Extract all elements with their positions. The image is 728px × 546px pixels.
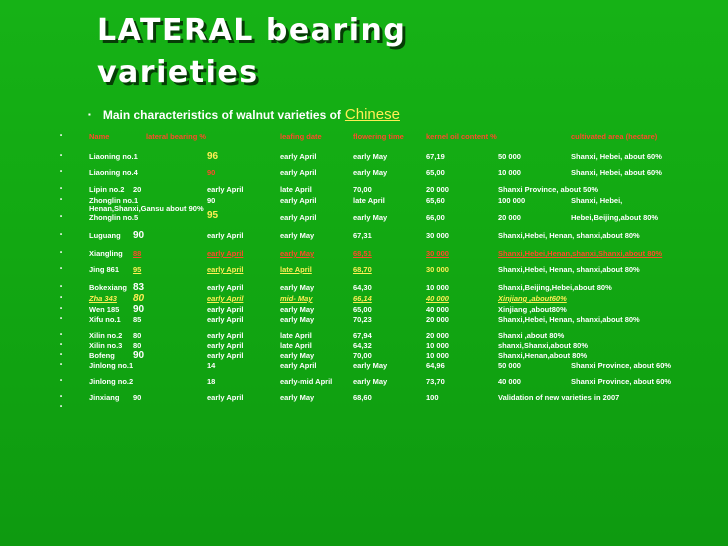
table-header [0, 131, 728, 142]
bullet: • [60, 169, 63, 175]
cell-oil: 70,00 [353, 185, 372, 194]
cell-flowering: mid- May [280, 294, 313, 303]
cell-flowering: early May [280, 283, 315, 292]
bullet: • [60, 197, 63, 203]
table-row [0, 184, 728, 195]
cell-region: Xinjiang ,about60% [498, 294, 567, 303]
cell-name: Liaoning no.1 [89, 152, 138, 161]
cell-region: Xinjiang ,about80% [498, 305, 567, 314]
table-row [0, 314, 728, 325]
empty-bullet-row [0, 402, 728, 413]
cell-area: 30 000 [426, 249, 449, 258]
cell-oil: 67,19 [426, 152, 445, 161]
cell-lateral: 90 [207, 196, 216, 205]
cell-oil: 67,31 [353, 231, 372, 240]
bullet: • [60, 316, 63, 322]
cell-flowering: late April [353, 196, 385, 205]
cell-lateral: 90 [133, 393, 142, 402]
cell-area: 20 000 [426, 331, 449, 340]
bullet: • [60, 250, 63, 256]
cell-oil: 66,00 [426, 213, 445, 222]
cell-area: 100 [426, 393, 439, 402]
cell-region: Shanxi,Beijing,Hebei,about 80% [498, 283, 612, 292]
cell-name: Wen 185 [89, 305, 120, 314]
cell-lateral: 14 [207, 361, 216, 370]
cell-lateral: 18 [207, 377, 216, 386]
cell-area: 100 000 [498, 196, 526, 205]
bullet: • [60, 133, 63, 139]
cell-region-extra: Henan,Shanxi,Gansu about 90% [89, 204, 204, 213]
cell-region: Shanxi, Hebei, about 60% [571, 152, 662, 161]
table-row [0, 360, 728, 371]
cell-flowering: early May [280, 351, 315, 360]
cell-leafing: early April [207, 265, 244, 274]
cell-area: 40 000 [426, 305, 449, 314]
cell-leafing: early April [207, 283, 244, 292]
cell-leafing: early April [280, 361, 317, 370]
table-row [0, 212, 728, 223]
cell-leafing: early April [207, 185, 244, 194]
cell-region: Shanxi Province, about 60% [571, 361, 672, 370]
cell-oil: 67,94 [353, 331, 372, 340]
bullet: • [60, 284, 63, 290]
cell-name: Xiangling [89, 249, 123, 258]
header-flowering-time: flowering time [353, 132, 404, 141]
cell-region: Shanxi ,about 80% [498, 331, 565, 340]
cell-leafing: early April [207, 294, 244, 303]
cell-name: Xilin no.2 [89, 331, 123, 340]
cell-lateral: 90 [207, 168, 216, 177]
cell-leafing: early April [280, 196, 317, 205]
table-row [0, 230, 728, 241]
cell-area: 20 000 [498, 213, 521, 222]
cell-flowering: early May [353, 152, 388, 161]
cell-leafing: early April [207, 305, 244, 314]
cell-oil: 68,70 [353, 265, 372, 274]
cell-lateral: 80 [133, 331, 142, 340]
cell-lateral: 90 [133, 304, 145, 315]
cell-name: Bokexiang [89, 283, 127, 292]
cell-lateral: 96 [207, 151, 219, 162]
cell-flowering: early May [280, 315, 315, 324]
cell-leafing: early April [207, 341, 244, 350]
cell-region: shanxi,Shanxi,about 80% [498, 341, 589, 350]
header-name: Name [89, 132, 110, 141]
cell-oil: 70,23 [353, 315, 372, 324]
bullet: • [60, 266, 63, 272]
cell-area: 20 000 [426, 315, 449, 324]
table-row [0, 248, 728, 259]
bullet: • [60, 153, 63, 159]
bullet: • [60, 232, 63, 238]
title-line-1: LATERAL bearing [97, 13, 407, 48]
cell-flowering: late April [280, 331, 312, 340]
title-line-2: varieties [97, 55, 259, 90]
cell-flowering: late April [280, 341, 312, 350]
bullet: • [60, 306, 63, 312]
cell-flowering: early May [280, 305, 315, 314]
cell-region: Shanxi,Hebei, Henan, shanxi,about 80% [498, 265, 640, 274]
cell-area: 10 000 [426, 341, 449, 350]
cell-name: Xilin no.3 [89, 341, 123, 350]
cell-area: 40 000 [426, 294, 449, 303]
cell-region: Shanxi Province, about 60% [571, 377, 672, 386]
cell-oil: 64,30 [353, 283, 372, 292]
cell-region: Shanxi,Hebei, Henan, shanxi,about 80% [498, 315, 640, 324]
cell-lateral: 80 [133, 341, 142, 350]
cell-oil: 65,60 [426, 196, 445, 205]
subtitle-text: Main characteristics of walnut varieties of [102, 108, 341, 122]
cell-name: Jinxiang [89, 393, 120, 402]
cell-region: Shanxi,Hebei,Henan,shanxi,Shanxi,about 80% [498, 249, 663, 258]
cell-region: Hebei,Beijing,about 80% [571, 213, 659, 222]
cell-flowering: early May [280, 231, 315, 240]
subtitle-highlight: Chinese [344, 106, 400, 123]
cell-leafing: early-mid April [280, 377, 333, 386]
cell-region: Shanxi, Hebei, about 60% [571, 168, 662, 177]
table-row [0, 376, 728, 387]
cell-region: Validation of new varieties in 2007 [498, 393, 620, 402]
cell-name: Zhonglin no.5 [89, 213, 139, 222]
cell-region: Shanxi, Hebei, [571, 196, 623, 205]
header-lateral-bearing: lateral bearing % [146, 132, 207, 141]
cell-leafing: early April [280, 213, 317, 222]
cell-lateral: 95 [133, 265, 142, 274]
cell-flowering: late April [280, 265, 312, 274]
header-cultivated-area: cultivated area (hectare) [571, 132, 658, 141]
bullet: • [60, 394, 63, 400]
cell-leafing: early April [207, 331, 244, 340]
cell-area: 10 000 [426, 351, 449, 360]
cell-flowering: early May [353, 361, 388, 370]
slide-title [97, 10, 406, 94]
bullet: • [60, 332, 63, 338]
bullet: • [60, 342, 63, 348]
cell-region: Shanxi,Henan,about 80% [498, 351, 588, 360]
table-row [0, 167, 728, 178]
cell-oil: 64,32 [353, 341, 372, 350]
cell-name: Zhonglin no.1 [89, 196, 139, 205]
cell-region: Shanxi,Hebei, Henan, shanxi,about 80% [498, 231, 640, 240]
cell-lateral: 83 [133, 282, 145, 293]
cell-leafing: early April [207, 315, 244, 324]
cell-lateral: 20 [133, 185, 142, 194]
cell-leafing: early April [280, 152, 317, 161]
bullet: • [60, 214, 63, 220]
cell-oil: 65,00 [353, 305, 372, 314]
cell-oil: 73,70 [426, 377, 445, 386]
subtitle [88, 106, 400, 123]
cell-leafing: early April [207, 231, 244, 240]
table-row [0, 293, 728, 304]
cell-name: Jing 861 [89, 265, 120, 274]
cell-flowering: early May [280, 393, 315, 402]
bullet: • [60, 362, 63, 368]
cell-oil: 66,14 [353, 294, 372, 303]
cell-name: Xifu no.1 [89, 315, 121, 324]
cell-leafing: early April [207, 393, 244, 402]
cell-lateral: 85 [133, 315, 142, 324]
cell-area: 30 000 [426, 265, 449, 274]
header-leafing-date: leafing date [280, 132, 322, 141]
cell-name: Zha 343 [89, 294, 117, 303]
cell-lateral: 90 [133, 230, 145, 241]
cell-name: Liaoning no.4 [89, 168, 138, 177]
cell-leafing: early April [280, 168, 317, 177]
cell-oil: 65,00 [426, 168, 445, 177]
bullet: • [60, 295, 63, 301]
cell-name: Jinlong no.1 [89, 361, 134, 370]
bullet: • [60, 352, 63, 358]
cell-oil: 68,51 [353, 249, 372, 258]
cell-area: 40 000 [498, 377, 521, 386]
cell-region: Shanxi Province, about 50% [498, 185, 599, 194]
bullet: • [60, 404, 63, 410]
cell-leafing: early April [207, 249, 244, 258]
cell-flowering: early May [353, 213, 388, 222]
cell-name: Lipin no.2 [89, 185, 125, 194]
table-row [0, 264, 728, 275]
cell-oil: 70,00 [353, 351, 372, 360]
subtitle-bullet: ▪ [88, 110, 91, 119]
cell-flowering: early May [353, 168, 388, 177]
cell-area: 30 000 [426, 231, 449, 240]
cell-lateral: 90 [133, 350, 145, 361]
cell-lateral: 95 [207, 210, 219, 221]
cell-area: 20 000 [426, 185, 449, 194]
cell-flowering: late April [280, 185, 312, 194]
cell-name: Jinlong no.2 [89, 377, 134, 386]
cell-leafing: early April [207, 351, 244, 360]
cell-flowering: early May [280, 249, 315, 258]
cell-area: 10 000 [498, 168, 521, 177]
cell-flowering: early May [353, 377, 388, 386]
table-row [0, 282, 728, 293]
cell-area: 50 000 [498, 361, 521, 370]
cell-area: 10 000 [426, 283, 449, 292]
header-kernel-oil: kernel oil content % [426, 132, 497, 141]
table-row [0, 151, 728, 162]
cell-area: 50 000 [498, 152, 521, 161]
cell-oil: 68,60 [353, 393, 372, 402]
cell-lateral: 88 [133, 249, 142, 258]
cell-name: Luguang [89, 231, 121, 240]
bullet: • [60, 378, 63, 384]
cell-name: Bofeng [89, 351, 115, 360]
bullet: • [60, 186, 63, 192]
cell-lateral: 80 [133, 293, 145, 304]
cell-oil: 64,96 [426, 361, 445, 370]
